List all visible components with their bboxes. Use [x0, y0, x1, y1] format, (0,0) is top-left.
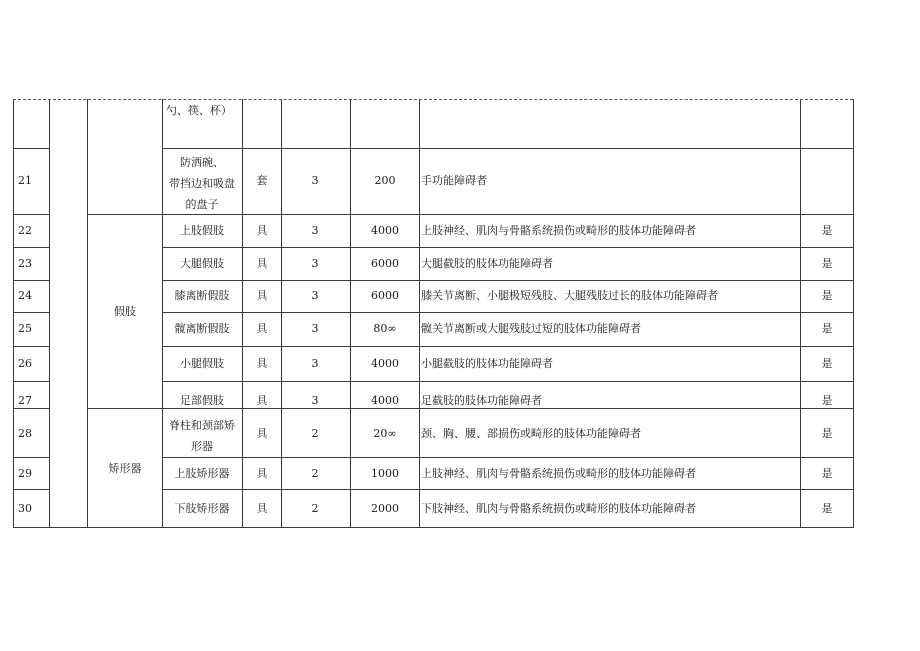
row-divider	[13, 381, 49, 382]
eligibility-flag: 是	[821, 289, 833, 302]
item-name: 大腿假肢	[180, 257, 224, 270]
item-name: 足部假肢	[180, 394, 224, 407]
row-divider	[13, 214, 49, 215]
table-border-bottom	[13, 527, 854, 528]
years: 3	[311, 224, 319, 237]
price: 1000	[371, 467, 399, 480]
row-number: 28	[18, 427, 32, 440]
eligibility-flag: 是	[821, 257, 833, 270]
years: 3	[311, 289, 319, 302]
unit: 具	[256, 394, 268, 407]
item-name: 上肢矫形器	[174, 467, 230, 480]
col-divider	[800, 99, 801, 528]
item-name: 脊柱和颈部矫	[169, 419, 235, 432]
row-number: 27	[18, 394, 32, 407]
row-divider	[13, 280, 49, 281]
row-divider	[162, 312, 853, 313]
row-divider	[13, 489, 49, 490]
item-name: 下肢矫形器	[174, 502, 230, 515]
unit: 具	[256, 427, 268, 440]
item-name: 小腿假肢	[180, 357, 224, 370]
item-name: 膝离断假肢	[174, 289, 230, 302]
years: 2	[311, 502, 319, 515]
row-number: 22	[18, 224, 32, 237]
row-divider	[87, 214, 853, 215]
row-divider	[162, 489, 853, 490]
price: 2000	[371, 502, 399, 515]
price: 80∞	[373, 322, 397, 335]
price: 20∞	[373, 427, 397, 440]
group-label: 假肢	[114, 305, 136, 318]
table-border-left	[13, 99, 14, 528]
item-name: 上肢假肢	[180, 224, 224, 237]
eligibility-flag: 是	[821, 224, 833, 237]
col-divider	[419, 99, 420, 528]
item-name: 勺、筷、杯）	[166, 104, 232, 117]
price: 200	[374, 174, 396, 187]
unit: 具	[256, 289, 268, 302]
item-name: 带挡边和吸盘	[169, 177, 235, 190]
years: 3	[311, 357, 319, 370]
col-divider	[281, 99, 282, 528]
table-border-top	[13, 99, 853, 100]
eligibility-flag: 是	[821, 427, 833, 440]
price: 4000	[371, 394, 399, 407]
price: 6000	[371, 289, 399, 302]
target-group: 手功能障碍者	[421, 174, 487, 187]
target-group: 大腿截肢的肢体功能障碍者	[421, 257, 553, 270]
row-number: 23	[18, 257, 32, 270]
target-group: 颈、胸、腰、部损伤或畸形的肢体功能障碍者	[421, 427, 641, 440]
row-number: 29	[18, 467, 32, 480]
price: 4000	[371, 357, 399, 370]
target-group: 足截肢的肢体功能障碍者	[421, 394, 542, 407]
unit: 具	[256, 357, 268, 370]
unit: 具	[256, 322, 268, 335]
group-label: 矫形器	[108, 462, 142, 475]
price: 6000	[371, 257, 399, 270]
row-divider	[162, 457, 853, 458]
target-group: 小腿截肢的肢体功能障碍者	[421, 357, 553, 370]
years: 2	[311, 467, 319, 480]
years: 3	[311, 257, 319, 270]
row-divider	[162, 381, 853, 382]
target-group: 膝关节离断、小腿极短残肢、大腿残肢过长的肢体功能障碍者	[421, 289, 718, 302]
target-group: 髋关节离断或大腿残肢过短的肢体功能障碍者	[421, 322, 641, 335]
row-divider	[13, 148, 49, 149]
eligibility-flag: 是	[821, 467, 833, 480]
target-group: 上肢神经、肌肉与骨骼系统损伤或畸形的肢体功能障碍者	[421, 467, 696, 480]
eligibility-flag: 是	[821, 357, 833, 370]
row-divider	[13, 247, 49, 248]
row-divider	[162, 280, 853, 281]
row-divider	[162, 346, 853, 347]
row-number: 30	[18, 502, 32, 515]
row-number: 21	[18, 174, 32, 187]
row-divider	[87, 408, 853, 409]
row-divider	[13, 408, 49, 409]
years: 3	[311, 174, 319, 187]
item-name: 髋离断假肢	[174, 322, 230, 335]
col-divider	[162, 99, 163, 528]
unit: 具	[256, 257, 268, 270]
years: 3	[311, 322, 319, 335]
table-border-right	[853, 99, 854, 528]
unit: 具	[256, 224, 268, 237]
row-number: 26	[18, 357, 32, 370]
item-name: 防洒碗、	[180, 156, 224, 169]
unit: 具	[256, 502, 268, 515]
col-divider	[49, 99, 50, 528]
row-divider	[13, 457, 49, 458]
row-number: 24	[18, 289, 32, 302]
row-divider	[162, 247, 853, 248]
row-divider	[162, 148, 853, 149]
target-group: 下肢神经、肌肉与骨骼系统损伤或畸形的肢体功能障碍者	[421, 502, 696, 515]
item-name: 形器	[191, 440, 213, 453]
col-divider	[242, 99, 243, 528]
eligibility-flag: 是	[821, 502, 833, 515]
years: 2	[311, 427, 319, 440]
row-divider	[13, 346, 49, 347]
years: 3	[311, 394, 319, 407]
target-group: 上肢神经、肌肉与骨骼系统损伤或畸形的肢体功能障碍者	[421, 224, 696, 237]
item-name: 的盘子	[185, 198, 219, 211]
col-divider	[87, 99, 88, 528]
unit: 套	[256, 174, 268, 187]
col-divider	[350, 99, 351, 528]
eligibility-flag: 是	[821, 322, 833, 335]
price: 4000	[371, 224, 399, 237]
row-divider	[13, 312, 49, 313]
row-number: 25	[18, 322, 32, 335]
eligibility-flag: 是	[821, 394, 833, 407]
unit: 具	[256, 467, 268, 480]
